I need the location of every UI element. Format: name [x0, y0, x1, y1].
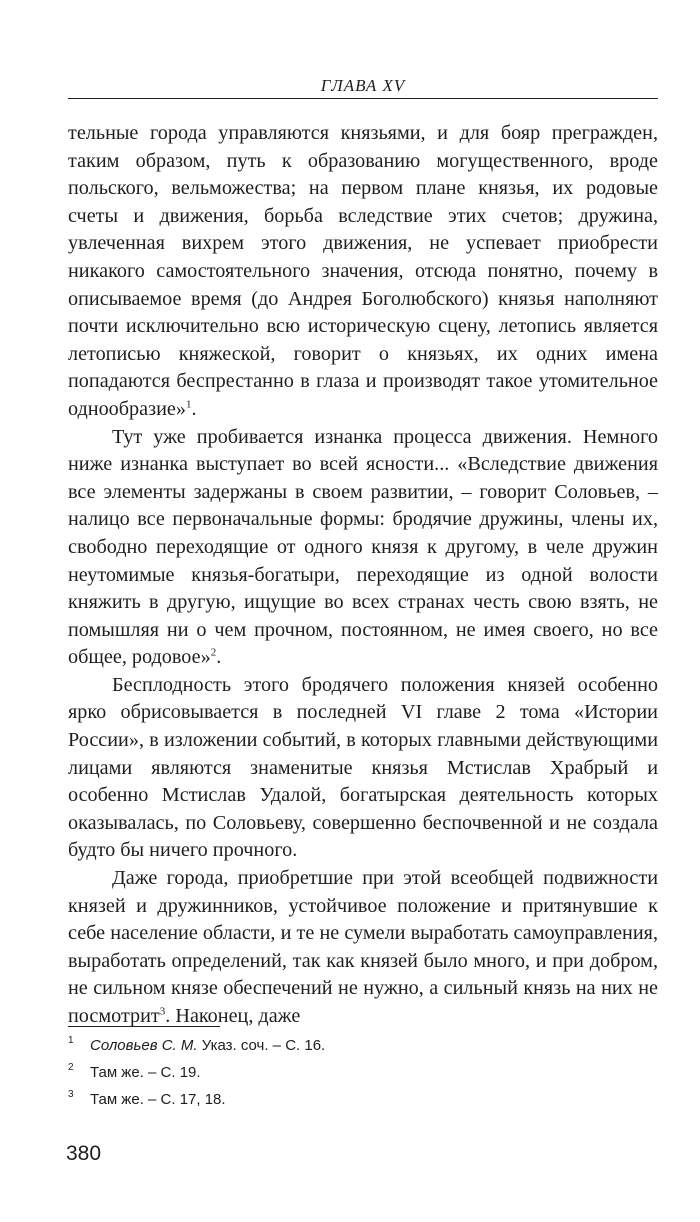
- paragraph-4: [68, 865, 658, 1031]
- paragraph-1: [68, 120, 658, 424]
- paragraph-3: Бесплодность этого бродячего положения князей особенно ярко обрисовывается в последней VI главе 2 тома «Истории России», в изложении событий, в которых главными действующими лицами являются знаменитые князья Мстислав Храбрый и особенно Мстислав Удалой, богатырская деятельность которых оказывалась, по Соловьеву, совершенно беспочвенной и не создала будто бы ничего прочного.: [68, 673, 658, 862]
- paragraph-4-end: . Наконец, даже: [165, 1005, 301, 1027]
- footnote-2: [68, 1059, 658, 1086]
- paragraph-2-text: Тут уже пробивается изнанка процесса движения. Немного ниже изнанка выступает во всей ясности... «Вследствие движения все элементы задержаны в своем развитии, – говорит Соловьев, – налицо все первоначальные формы: бродячие дружины, члены их, свободно переходящие от одного князя к другому, в челе дружин неутомимые князья-богатыри, переходящие из одной волости княжить в другую, ищущие во всех странах честь свою взять, не помышляя ни о чем прочном, постоянном, не имея своего, но все общее, родовое»: [68, 425, 658, 669]
- paragraph-2-end: .: [216, 646, 222, 669]
- footnote-number: 3: [68, 1089, 74, 1100]
- paragraph-4-text: Даже города, приобретшие при этой всеобщей подвижности князей и дружинников, устойчивое положение и притянувшие к себе население области, и те не сумели выработать самоуправления, выработать определений, так как князей было много, и при добром, не сильном князе обеспечений не нужно, а сильный князь на них не посмотрит: [68, 867, 658, 1027]
- paragraph-1-end: .: [191, 397, 197, 420]
- footnote-ref-1: 1: [185, 398, 192, 411]
- footnote-number: 2: [68, 1062, 74, 1073]
- footnotes: [68, 1032, 658, 1113]
- footnote-ref-3: 3: [159, 1005, 166, 1018]
- footnote-text: Указ. соч. – С. 16.: [197, 1037, 326, 1054]
- footnote-text: Там же. – С. 19.: [90, 1064, 201, 1081]
- paragraph-2: [68, 424, 658, 672]
- page-number: 380: [66, 1142, 102, 1165]
- footnote-ref-2: 2: [210, 646, 217, 659]
- footnote-rule: [68, 1026, 220, 1027]
- running-head: ГЛАВА XV: [68, 74, 658, 99]
- paragraph-1-text: тельные города управляются князьями, и для бояр прегражден, таким образом, путь к образованию могущественного, вроде польского, вельможества; на первом плане князья, их родовые счеты и движения, борьба вследствие этих счетов; дружина, увлеченная вихрем этого движения, не успевает приобрести никакого самостоятельного значения, отсюда понятно, почему в описываемое время (до Андрея Боголюбского) князья наполняют почти исключительно всю историческую сцену, летопись является летописью княжеской, говорит о князьях, их одних имена попадаются беспрестанно в глаза и производят такое утомительное однообразие»: [68, 122, 658, 420]
- footnote-author: Соловьев С. М.: [90, 1037, 198, 1054]
- body-text: [68, 120, 658, 1031]
- footnote-3: [68, 1086, 658, 1113]
- footnote-1: [68, 1032, 658, 1059]
- footnote-text: Там же. – С. 17, 18.: [90, 1091, 226, 1108]
- footnote-number: 1: [68, 1035, 74, 1046]
